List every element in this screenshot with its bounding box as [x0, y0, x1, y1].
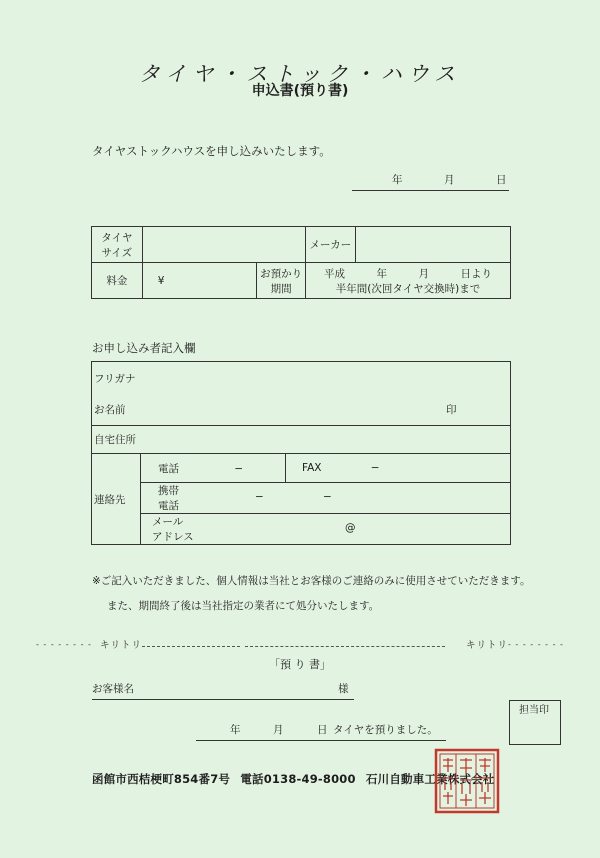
- address-label: 自宅住所: [94, 434, 136, 446]
- staff-stamp-label: 担当印: [519, 705, 549, 716]
- disposal-note: また、期間終了後は当社指定の業者にて処分いたします。: [107, 600, 380, 612]
- maker-field[interactable]: [355, 227, 510, 263]
- email-at-sign: @: [345, 522, 356, 534]
- phone-field[interactable]: [141, 454, 286, 483]
- receipt-title: 「預 り 書」: [269, 658, 331, 671]
- cut-label-left: キリトリ: [100, 640, 143, 651]
- privacy-note: ※ご記入いただきました、個人情報は当社とお客様のご連絡のみに使用させていただきます。: [92, 575, 531, 587]
- customer-name-line[interactable]: [92, 681, 354, 700]
- mobile-dash-2: −: [323, 491, 332, 503]
- applicant-table: [91, 361, 511, 545]
- fax-field[interactable]: [286, 454, 511, 483]
- name-field[interactable]: [92, 362, 511, 426]
- fee-label: 料金: [92, 263, 143, 299]
- period-field[interactable]: [306, 263, 511, 299]
- cut-dash-segment-2: [245, 646, 445, 647]
- mobile-label-line1: 携帯: [158, 485, 179, 497]
- receive-month-label: 月: [273, 724, 284, 736]
- received-text: タイヤを預りました。: [333, 724, 438, 736]
- cut-dash-segment-1: [142, 646, 240, 647]
- address-field[interactable]: [92, 426, 511, 454]
- contact-label: 連絡先: [92, 454, 141, 545]
- fee-field[interactable]: [142, 263, 257, 299]
- name-label: お名前: [94, 404, 126, 416]
- period-label-line1: お預かり: [260, 267, 303, 280]
- date-month-label: 月: [444, 174, 455, 186]
- cut-line-right: - - - - - - - -: [508, 640, 564, 649]
- date-day-label: 日: [496, 174, 507, 186]
- cut-line-left: - - - - - - - -: [36, 640, 92, 649]
- fax-dash: −: [370, 462, 380, 474]
- furigana-label: フリガナ: [94, 373, 136, 385]
- tire-size-label-line2: サイズ: [101, 246, 133, 259]
- mail-label-line2: アドレス: [152, 531, 194, 543]
- fax-label: FAX: [302, 462, 322, 474]
- maker-label: メーカー: [306, 227, 356, 263]
- period-label: [257, 263, 306, 299]
- date-year-label: 年: [392, 174, 403, 186]
- receive-day-label: 日: [317, 724, 328, 736]
- company-seal-icon: [432, 746, 502, 816]
- tire-size-label: [92, 227, 143, 263]
- mobile-label-line2: 電話: [158, 500, 179, 512]
- footer-phone: 電話0138-49-8000: [240, 772, 356, 786]
- cut-label-right: キリトリ: [466, 640, 509, 651]
- intro-text: タイヤストックハウスを申し込みいたします。: [92, 144, 331, 158]
- application-date-line[interactable]: [352, 172, 509, 191]
- receive-date-line[interactable]: [196, 722, 446, 741]
- seal-mark-label: 印: [446, 404, 457, 416]
- customer-name-label: お客様名: [92, 683, 134, 695]
- mail-label-line1: メール: [152, 516, 184, 528]
- receive-year-label: 年: [230, 724, 241, 736]
- mobile-field[interactable]: [141, 483, 511, 514]
- form-title: タイヤ・ストック・ハウス: [138, 62, 462, 86]
- tire-size-field[interactable]: [142, 227, 305, 263]
- honorific-label: 様: [338, 683, 349, 695]
- form-subtitle: 申込書(預り書): [251, 83, 349, 99]
- email-field[interactable]: [141, 514, 511, 545]
- period-label-line2: 期間: [270, 282, 292, 295]
- phone-dash: −: [234, 462, 244, 475]
- footer-company: 石川自動車工業株式会社: [365, 772, 495, 786]
- period-text-line1: 平成 年 月 日より: [324, 267, 493, 280]
- period-text-line2: 半年間(次回タイヤ交換時)まで: [335, 282, 481, 295]
- applicant-section-title: お申し込み者記入欄: [92, 341, 196, 355]
- phone-label: 電話: [158, 462, 179, 475]
- tire-size-label-line1: タイヤ: [101, 231, 133, 244]
- mobile-dash-1: −: [255, 491, 264, 503]
- footer-address: 函館市西桔梗町854番7号: [92, 772, 231, 786]
- yen-sign: ¥: [157, 274, 165, 287]
- tire-info-table: [91, 226, 511, 299]
